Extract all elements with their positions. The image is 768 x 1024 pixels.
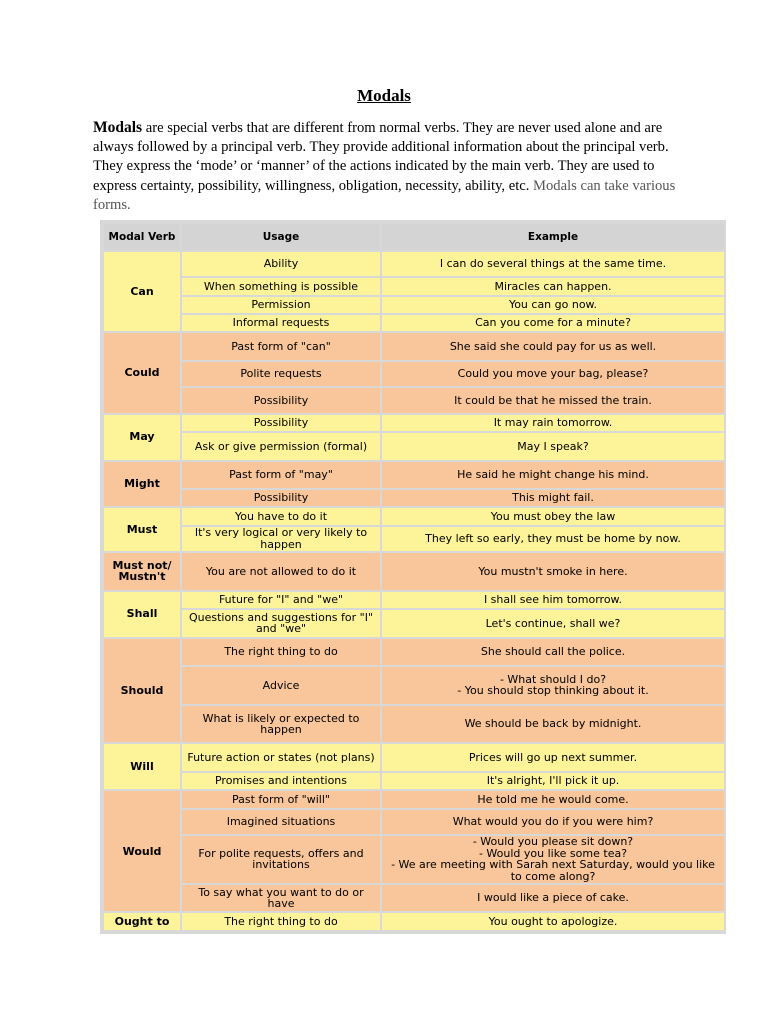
usage-cell: What is likely or expected to happen [182,706,380,743]
table-row [104,667,724,704]
usage-cell: Polite requests [182,362,380,386]
example-cell: You can go now. [382,297,724,313]
usage-cell: Past form of "may" [182,462,380,489]
usage-cell: Past form of "will" [182,791,380,807]
modal-verb-cell: Could [104,333,180,412]
table-row [104,527,724,551]
usage-cell: Advice [182,667,380,704]
usage-cell: Future for "I" and "we" [182,592,380,608]
example-cell: She should call the police. [382,639,724,666]
table-row [104,592,724,608]
example-cell: I would like a piece of cake. [382,885,724,912]
modal-verb-cell: Must [104,508,180,551]
example-cell: You must obey the law [382,508,724,524]
usage-cell: Imagined situations [182,810,380,834]
example-cell: You mustn't smoke in here. [382,553,724,590]
table-row [104,315,724,331]
table-row [104,297,724,313]
page-title: Modals [357,86,411,105]
modal-verb-cell: Might [104,462,180,507]
intro-tail: Modals can take various forms. [93,177,676,213]
example-cell: - Would you please sit down? - Would you like some tea? - We are meeting with Sarah next Saturday, would you like to come along? [382,836,724,883]
modal-verb-cell: Can [104,252,180,331]
table-body [104,252,724,930]
example-cell: You ought to apologize. [382,913,724,930]
usage-cell: The right thing to do [182,639,380,666]
example-cell: We should be back by midnight. [382,706,724,743]
example-cell: Could you move your bag, please? [382,362,724,386]
usage-cell: Possibility [182,415,380,431]
modal-verb-cell: Would [104,791,180,911]
usage-cell: Questions and suggestions for "I" and "we" [182,610,380,637]
intro-paragraph [93,118,683,215]
modal-verb-cell: Shall [104,592,180,637]
example-cell: Miracles can happen. [382,278,724,294]
intro-part1: are special verbs that are different from normal verbs. They are never used alone and are always followed by a principal verb. They provide additional information about the principal verb. They express the ‘ [93,120,669,175]
modal-verb-cell: Should [104,639,180,743]
table-row [104,639,724,666]
example-cell: May I speak? [382,433,724,460]
table-row [104,885,724,912]
usage-cell: The right thing to do [182,913,380,930]
usage-cell: Ability [182,252,380,276]
example-cell: It could be that he missed the train. [382,388,724,412]
usage-cell: Possibility [182,388,380,412]
table-row [104,490,724,506]
header-usage: Usage [182,224,380,250]
example-cell: Can you come for a minute? [382,315,724,331]
table-row [104,836,724,883]
table-row [104,433,724,460]
usage-cell: For polite requests, offers and invitations [182,836,380,883]
table-row [104,508,724,524]
table-row [104,553,724,590]
table-row [104,462,724,489]
intro-mode: mode [200,158,233,175]
usage-cell: To say what you want to do or have [182,885,380,912]
example-cell: It's alright, I'll pick it up. [382,773,724,789]
modals-table [102,222,726,932]
table-row [104,388,724,412]
usage-cell: Possibility [182,490,380,506]
usage-cell: When something is possible [182,278,380,294]
example-cell: What would you do if you were him? [382,810,724,834]
example-cell: He told me he would come. [382,791,724,807]
intro-lead: Modals [93,119,143,136]
table-row [104,913,724,930]
usage-cell: It's very logical or very likely to happen [182,527,380,551]
example-cell: They left so early, they must be home by now. [382,527,724,551]
intro-part3: ’ of the actions indicated by the main verb. They are used to express certainty, possibility, willingness, obligation, necessity, ability, etc. [93,158,655,194]
table-row [104,333,724,360]
intro-manner: manner [260,158,306,175]
modal-verb-cell: Must not/ Mustn't [104,553,180,590]
header-modal-verb: Modal Verb [104,224,180,250]
intro-part2: ’ or ‘ [232,158,261,175]
table-row [104,610,724,637]
example-cell: I shall see him tomorrow. [382,592,724,608]
example-cell: Let's continue, shall we? [382,610,724,637]
usage-cell: Past form of "can" [182,333,380,360]
table-row [104,810,724,834]
usage-cell: Ask or give permission (formal) [182,433,380,460]
header-example: Example [382,224,724,250]
example-cell: This might fail. [382,490,724,506]
usage-cell: You have to do it [182,508,380,524]
table-row [104,362,724,386]
table-row [104,791,724,807]
modal-verb-cell: May [104,415,180,460]
example-cell: She said she could pay for us as well. [382,333,724,360]
usage-cell: Future action or states (not plans) [182,744,380,771]
usage-cell: Promises and intentions [182,773,380,789]
example-cell: It may rain tomorrow. [382,415,724,431]
table-row [104,415,724,431]
table-row [104,252,724,276]
modals-table-frame [100,220,726,934]
modal-verb-cell: Ought to [104,913,180,930]
example-cell: I can do several things at the same time. [382,252,724,276]
table-row [104,278,724,294]
table-row [104,706,724,743]
example-cell: He said he might change his mind. [382,462,724,489]
example-cell: Prices will go up next summer. [382,744,724,771]
usage-cell: You are not allowed to do it [182,553,380,590]
table-row [104,744,724,771]
modal-verb-cell: Will [104,744,180,789]
usage-cell: Informal requests [182,315,380,331]
example-cell: - What should I do? - You should stop thinking about it. [382,667,724,704]
usage-cell: Permission [182,297,380,313]
table-row [104,773,724,789]
